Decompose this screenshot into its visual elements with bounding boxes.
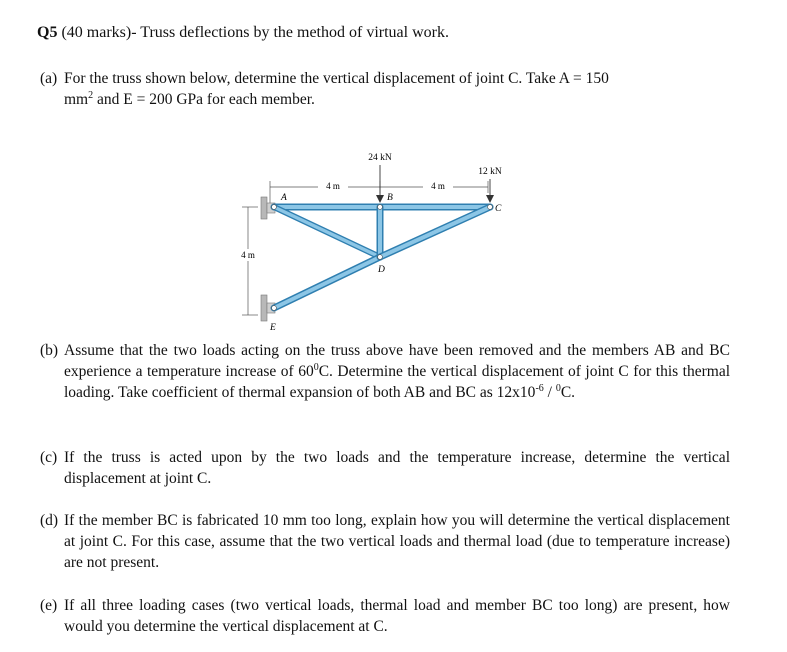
part-b-seg2: C. Determine the vertical displacement of joint C for this thermal loading. Take coefficient of thermal expansion of both AB and BC as 12x10 <box>64 363 730 401</box>
part-d <box>40 510 730 573</box>
question-title: Truss deflections by the method of virtual work. <box>140 24 449 41</box>
part-a-label: (a) <box>40 70 58 87</box>
part-b-seg4: C. <box>560 384 576 401</box>
part-e-label: (e) <box>40 597 58 614</box>
joint-b-label: B <box>387 193 393 203</box>
part-b-deg2: 0 <box>555 382 561 394</box>
part-a-unit: mm <box>64 91 89 108</box>
load-arrow-b <box>376 165 384 203</box>
load-arrow-c <box>486 179 494 203</box>
part-a-text <box>64 68 740 110</box>
part-b <box>40 340 730 403</box>
part-c-text: If the truss is acted upon by the two loads and the temperature increase, determine the vertical displacement at joint C. <box>64 449 730 487</box>
joint-e-label: E <box>270 323 276 333</box>
part-c <box>40 447 730 489</box>
joint-d-label: D <box>378 265 385 275</box>
part-b-deg1: 0 <box>313 361 319 373</box>
part-e <box>40 595 730 637</box>
part-c-label: (c) <box>40 449 58 466</box>
dim-bc-label: 4 m <box>431 181 445 191</box>
part-d-label: (d) <box>40 512 59 529</box>
question-marks: (40 marks)- <box>61 24 137 41</box>
part-a-unit-exponent: 2 <box>88 89 94 101</box>
part-a-line1: For the truss shown below, determine the vertical displacement of joint C. Take A = 150 <box>64 70 609 87</box>
truss-figure <box>228 145 528 340</box>
part-a <box>40 68 740 110</box>
joint-c-label: C <box>495 204 502 214</box>
part-b-label: (b) <box>40 342 59 359</box>
load-b-label: 24 kN <box>368 153 392 163</box>
part-b-seg3: / <box>543 384 556 401</box>
load-c-label: 12 kN <box>478 167 502 177</box>
part-b-text <box>64 340 730 403</box>
part-b-exp: -6 <box>535 382 544 394</box>
joint-a-label: A <box>281 193 287 203</box>
part-b-seg1: Assume that the two loads acting on the truss above have been removed and the members AB and BC experience a temperature increase of 60 <box>64 342 730 380</box>
dim-ab-label: 4 m <box>326 181 340 191</box>
part-a-line2: and E = 200 GPa for each member. <box>93 91 315 108</box>
part-d-text: If the member BC is fabricated 10 mm too long, explain how you will determine the vertical displacement at joint C. For this case, assume that the two vertical loads and thermal load (due to temperature increase) are not present. <box>64 512 730 571</box>
question-heading <box>37 22 449 43</box>
dim-ae-label: 4 m <box>241 250 255 260</box>
part-e-text: If all three loading cases (two vertical loads, thermal load and member BC too long) are present, how would you determine the vertical displacement at C. <box>64 597 730 635</box>
question-number: Q5 <box>37 24 58 41</box>
